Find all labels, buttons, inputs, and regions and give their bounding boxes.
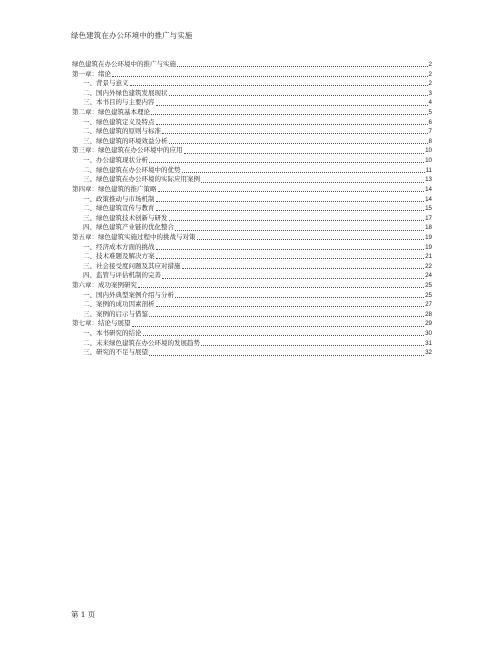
- toc-entry[interactable]: [72, 175, 432, 185]
- toc-entry-title: 第一章：绪论: [72, 69, 111, 78]
- toc-entry-page-number: 18: [425, 224, 432, 232]
- toc-entry[interactable]: [72, 339, 432, 349]
- toc-entry[interactable]: [72, 89, 432, 99]
- toc-entry[interactable]: [72, 233, 432, 243]
- toc-entry-title: 第三章：绿色建筑在办公环境中的应用: [72, 146, 183, 155]
- toc-entry[interactable]: [72, 146, 432, 156]
- toc-dot-leader: [175, 229, 424, 231]
- toc-dot-leader: [149, 354, 424, 356]
- toc-dot-leader: [156, 200, 425, 202]
- toc-dot-leader: [143, 334, 425, 336]
- toc-entry-page-number: 2: [428, 80, 432, 88]
- toc-entry[interactable]: [72, 60, 432, 70]
- toc-entry-title: 一、绿色建筑定义及特点: [83, 117, 155, 126]
- toc-entry[interactable]: [72, 214, 432, 224]
- toc-entry[interactable]: [72, 300, 432, 310]
- toc-entry-title: 二、案例的成功因素剖析: [83, 300, 155, 309]
- toc-entry-page-number: 6: [428, 118, 432, 126]
- toc-entry-page-number: 19: [425, 243, 432, 251]
- toc-entry-title: 三、案例的启示与借鉴: [83, 309, 148, 318]
- toc-dot-leader: [162, 277, 424, 279]
- toc-dot-leader: [149, 315, 424, 317]
- toc-dot-leader: [197, 238, 425, 240]
- toc-dot-leader: [201, 344, 424, 346]
- toc-entry[interactable]: [72, 166, 432, 176]
- toc-entry-page-number: 24: [425, 272, 432, 280]
- toc-entry[interactable]: [72, 127, 432, 137]
- toc-entry-page-number: 2: [428, 70, 432, 78]
- toc-entry[interactable]: [72, 98, 432, 108]
- page-footer: 第 1 页: [71, 610, 96, 619]
- toc-dot-leader: [112, 75, 428, 77]
- toc-entry-page-number: 17: [425, 214, 432, 222]
- toc-entry-title: 二、未来绿色建筑在办公环境的发展趋势: [83, 338, 200, 347]
- toc-entry-title: 二、国内外绿色建筑发展现状: [83, 88, 168, 97]
- toc-entry-title: 第四章：绿色建筑的推广策略: [72, 184, 157, 193]
- toc-dot-leader: [182, 267, 425, 269]
- toc-dot-leader: [162, 132, 428, 134]
- toc-entry-page-number: 10: [425, 147, 432, 155]
- toc-dot-leader: [184, 152, 425, 154]
- toc-entry-page-number: 4: [428, 99, 432, 107]
- toc-entry-page-number: 7: [428, 128, 432, 136]
- toc-dot-leader: [158, 190, 425, 192]
- toc-entry[interactable]: [72, 204, 432, 214]
- toc-entry[interactable]: [72, 310, 432, 320]
- toc-entry-page-number: 32: [425, 349, 432, 357]
- toc-entry[interactable]: [72, 329, 432, 339]
- toc-entry-page-number: 13: [425, 176, 432, 184]
- toc-entry[interactable]: [72, 271, 432, 281]
- table-of-contents: [72, 60, 432, 358]
- toc-dot-leader: [156, 257, 425, 259]
- toc-entry-title: 第七章：结论与展望: [72, 319, 131, 328]
- toc-entry-title: 三、研究的不足与展望: [83, 348, 148, 357]
- toc-entry-page-number: 25: [425, 291, 432, 299]
- toc-entry-page-number: 11: [425, 166, 432, 174]
- toc-entry-title: 绿色建筑在办公环境中的推广与实施: [72, 59, 176, 68]
- toc-dot-leader: [201, 181, 424, 183]
- toc-entry-title: 一、本书研究的结论: [83, 329, 142, 338]
- toc-dot-leader: [156, 209, 425, 211]
- toc-dot-leader: [156, 123, 428, 125]
- toc-dot-leader: [175, 296, 424, 298]
- toc-entry-page-number: 22: [425, 262, 432, 270]
- toc-entry-page-number: 25: [425, 282, 432, 289]
- toc-entry-title: 二、绿色建筑的原则与标准: [83, 127, 161, 136]
- toc-entry-page-number: 14: [425, 185, 432, 193]
- toc-entry[interactable]: [72, 118, 432, 128]
- toc-entry[interactable]: [72, 243, 432, 253]
- toc-entry[interactable]: [72, 281, 432, 291]
- toc-dot-leader: [132, 325, 425, 327]
- toc-entry-page-number: 3: [428, 89, 432, 97]
- toc-entry-title: 二、绿色建筑在办公环境中的优势: [83, 165, 181, 174]
- toc-entry[interactable]: [72, 156, 432, 166]
- toc-entry-title: 第二章：绿色建筑基本理论: [72, 108, 150, 117]
- toc-dot-leader: [177, 65, 428, 67]
- toc-entry[interactable]: [72, 79, 432, 89]
- toc-dot-leader: [151, 113, 428, 115]
- toc-entry-page-number: 10: [425, 157, 432, 165]
- toc-entry-title: 四、监管与评估机制的完善: [83, 271, 161, 280]
- page-header: 绿色建筑在办公环境中的推广与实施: [71, 31, 193, 40]
- toc-entry-page-number: 14: [425, 195, 432, 203]
- toc-entry-title: 一、办公建筑现状分析: [83, 156, 148, 165]
- toc-dot-leader: [149, 161, 424, 163]
- toc-entry[interactable]: [72, 195, 432, 205]
- toc-entry-page-number: 28: [425, 310, 432, 318]
- toc-entry-title: 二、绿色建筑宣传与教育: [83, 204, 155, 213]
- toc-entry[interactable]: [72, 348, 432, 358]
- toc-entry-title: 第五章：绿色建筑实施过程中的挑战与对策: [72, 232, 196, 241]
- toc-entry[interactable]: [72, 291, 432, 301]
- toc-entry-page-number: 29: [425, 320, 432, 328]
- toc-entry-title: 二、技术难题及解决方案: [83, 252, 155, 261]
- toc-entry-page-number: 8: [428, 137, 432, 145]
- toc-entry-title: 一、国内外典型案例介绍与分析: [83, 290, 174, 299]
- toc-entry-title: 四、绿色建筑产业链的优化整合: [83, 223, 174, 232]
- toc-entry-page-number: 2: [428, 60, 432, 68]
- toc-entry[interactable]: [72, 252, 432, 262]
- toc-dot-leader: [138, 286, 424, 288]
- toc-entry-page-number: 30: [425, 330, 432, 338]
- toc-dot-leader: [156, 248, 425, 250]
- toc-entry-title: 三、社会接受度问题及其应对措施: [83, 261, 181, 270]
- toc-entry-title: 三、绿色建筑技术创新与研发: [83, 213, 168, 222]
- toc-entry-title: 三、绿色建筑在办公环境的实际应用案例: [83, 175, 200, 184]
- toc-entry-page-number: 31: [425, 339, 432, 347]
- toc-entry[interactable]: [72, 223, 432, 233]
- toc-entry-title: 一、背景与意义: [83, 79, 129, 88]
- toc-dot-leader: [169, 94, 428, 96]
- toc-dot-leader: [169, 219, 425, 221]
- toc-dot-leader: [156, 305, 425, 307]
- toc-dot-leader: [169, 142, 428, 144]
- toc-entry[interactable]: [72, 262, 432, 272]
- toc-entry-title: 三、绿色建筑的环境效益分析: [83, 136, 168, 145]
- toc-entry[interactable]: [72, 108, 432, 118]
- toc-dot-leader: [130, 84, 428, 86]
- toc-entry-page-number: 5: [428, 109, 432, 117]
- toc-entry-page-number: 27: [425, 301, 432, 309]
- toc-entry[interactable]: [72, 70, 432, 80]
- toc-entry-title: 三、本书目的与主要内容: [83, 98, 155, 107]
- toc-dot-leader: [182, 171, 425, 173]
- toc-entry-title: 一、政策推动与市场机制: [83, 194, 155, 203]
- toc-entry-page-number: 21: [425, 253, 432, 261]
- toc-entry-title: 第六章：成功案例研究: [72, 281, 137, 289]
- toc-entry-title: 一、经济成本方面的挑战: [83, 242, 155, 251]
- toc-entry-page-number: 15: [425, 205, 432, 213]
- toc-entry[interactable]: [72, 319, 432, 329]
- toc-dot-leader: [156, 104, 428, 106]
- toc-entry-page-number: 19: [425, 233, 432, 241]
- toc-entry[interactable]: [72, 185, 432, 195]
